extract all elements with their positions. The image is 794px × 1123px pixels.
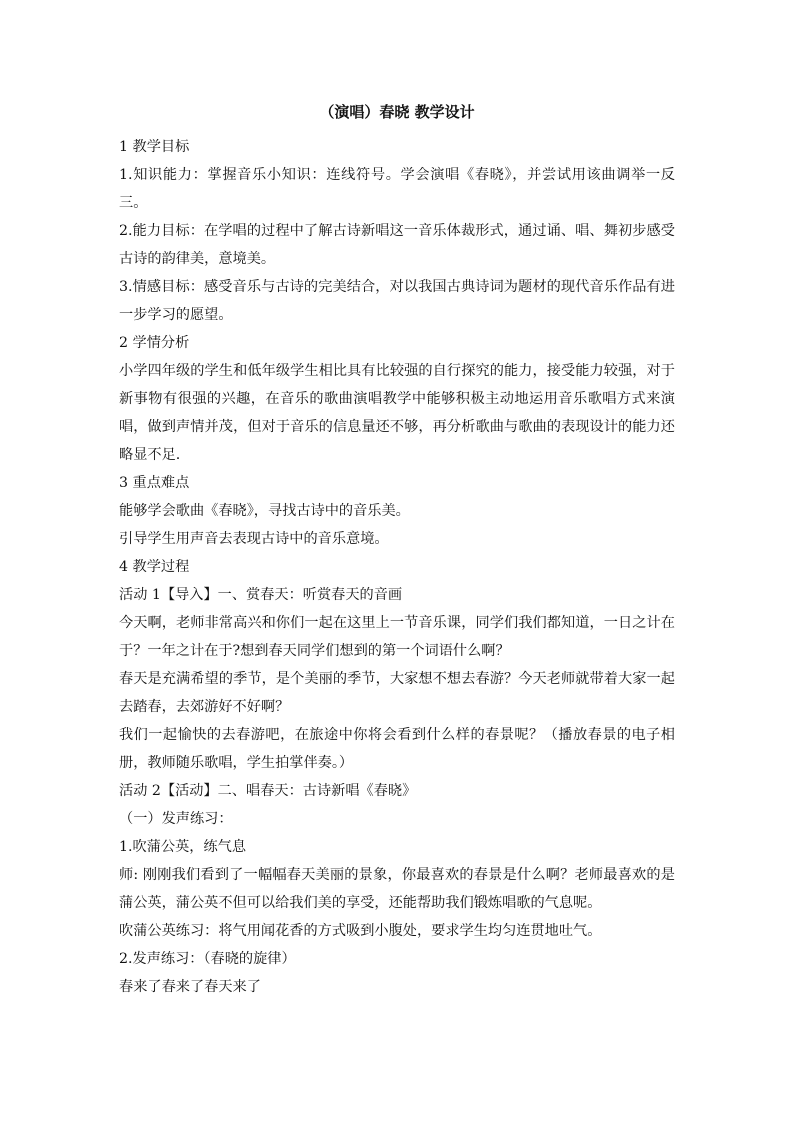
paragraph-ability: 2.能力目标：在学唱的过程中了解古诗新唱这一音乐体裁形式，通过诵、唱、舞初步感受古诗的韵律美，意境美。 xyxy=(119,223,675,267)
section-heading-analysis: 2 学情分析 xyxy=(119,335,190,351)
activity-2-heading: 活动 2【活动】二、唱春天：古诗新唱《春晓》 xyxy=(119,783,417,799)
paragraph-key-point-2: 引导学生用声音去表现古诗中的音乐意境。 xyxy=(119,531,389,547)
document-page xyxy=(119,102,675,1001)
paragraph-emotion: 3.情感目标：感受音乐与古诗的完美结合，对以我国古典诗词为题材的现代音乐作品有进一步学习的愿望。 xyxy=(119,279,675,323)
paragraph-knowledge: 1.知识能力：掌握音乐小知识：连线符号。学会演唱《春晓》，并尝试用该曲调举一反三。 xyxy=(119,167,675,211)
subheading-vocal-practice: （一）发声练习： xyxy=(119,811,233,827)
paragraph-key-point-1: 能够学会歌曲《春晓》，寻找古诗中的音乐美。 xyxy=(119,503,410,519)
paragraph-lyrics: 春来了春来了春天来了 xyxy=(119,979,261,995)
paragraph-analysis: 小学四年级的学生和低年级学生相比具有比较强的自行探究的能力，接受能力较强，对于新事物有很强的兴趣，在音乐的歌曲演唱教学中能够积极主动地运用音乐歌唱方式来演唱，做到声情并茂，但对于音乐的信息量还不够，再分析歌曲与歌曲的表现设计的能力还略显不足. xyxy=(119,363,675,463)
section-heading-key-points: 3 重点难点 xyxy=(119,475,190,491)
section-heading-objectives: 1 教学目标 xyxy=(119,139,190,155)
document-title: （演唱）春晓 教学设计 xyxy=(319,103,475,121)
paragraph-intro-2: 春天是充满希望的季节，是个美丽的季节，大家想不想去春游？今天老师就带着大家一起去踏春，去郊游好不好啊？ xyxy=(119,671,675,715)
item-dandelion: 1.吹蒲公英，练气息 xyxy=(119,839,247,855)
paragraph-intro-1: 今天啊，老师非常高兴和你们一起在这里上一节音乐课，同学们我们都知道，一日之计在于？一年之计在于?想到春天同学们想到的第一个词语什么啊？ xyxy=(119,615,675,659)
section-heading-process: 4 教学过程 xyxy=(119,559,190,575)
paragraph-intro-3: 我们一起愉快的去春游吧，在旅途中你将会看到什么样的春景呢？（播放春景的电子相册，教师随乐歌唱，学生拍掌伴奏。） xyxy=(119,727,675,771)
paragraph-dandelion-exercise: 吹蒲公英练习：将气用闻花香的方式吸到小腹处，要求学生均匀连贯地吐气。 xyxy=(119,923,602,939)
activity-1-heading: 活动 1【导入】一、赏春天：听赏春天的音画 xyxy=(119,587,403,603)
item-vocal-melody: 2.发声练习：（春晓的旋律） xyxy=(119,951,296,967)
paragraph-teacher-dandelion: 师: 刚刚我们看到了一幅幅春天美丽的景象，你最喜欢的春景是什么啊？老师最喜欢的是蒲公英，蒲公英不但可以给我们美的享受，还能帮助我们锻炼唱歌的气息呢。 xyxy=(119,867,675,911)
